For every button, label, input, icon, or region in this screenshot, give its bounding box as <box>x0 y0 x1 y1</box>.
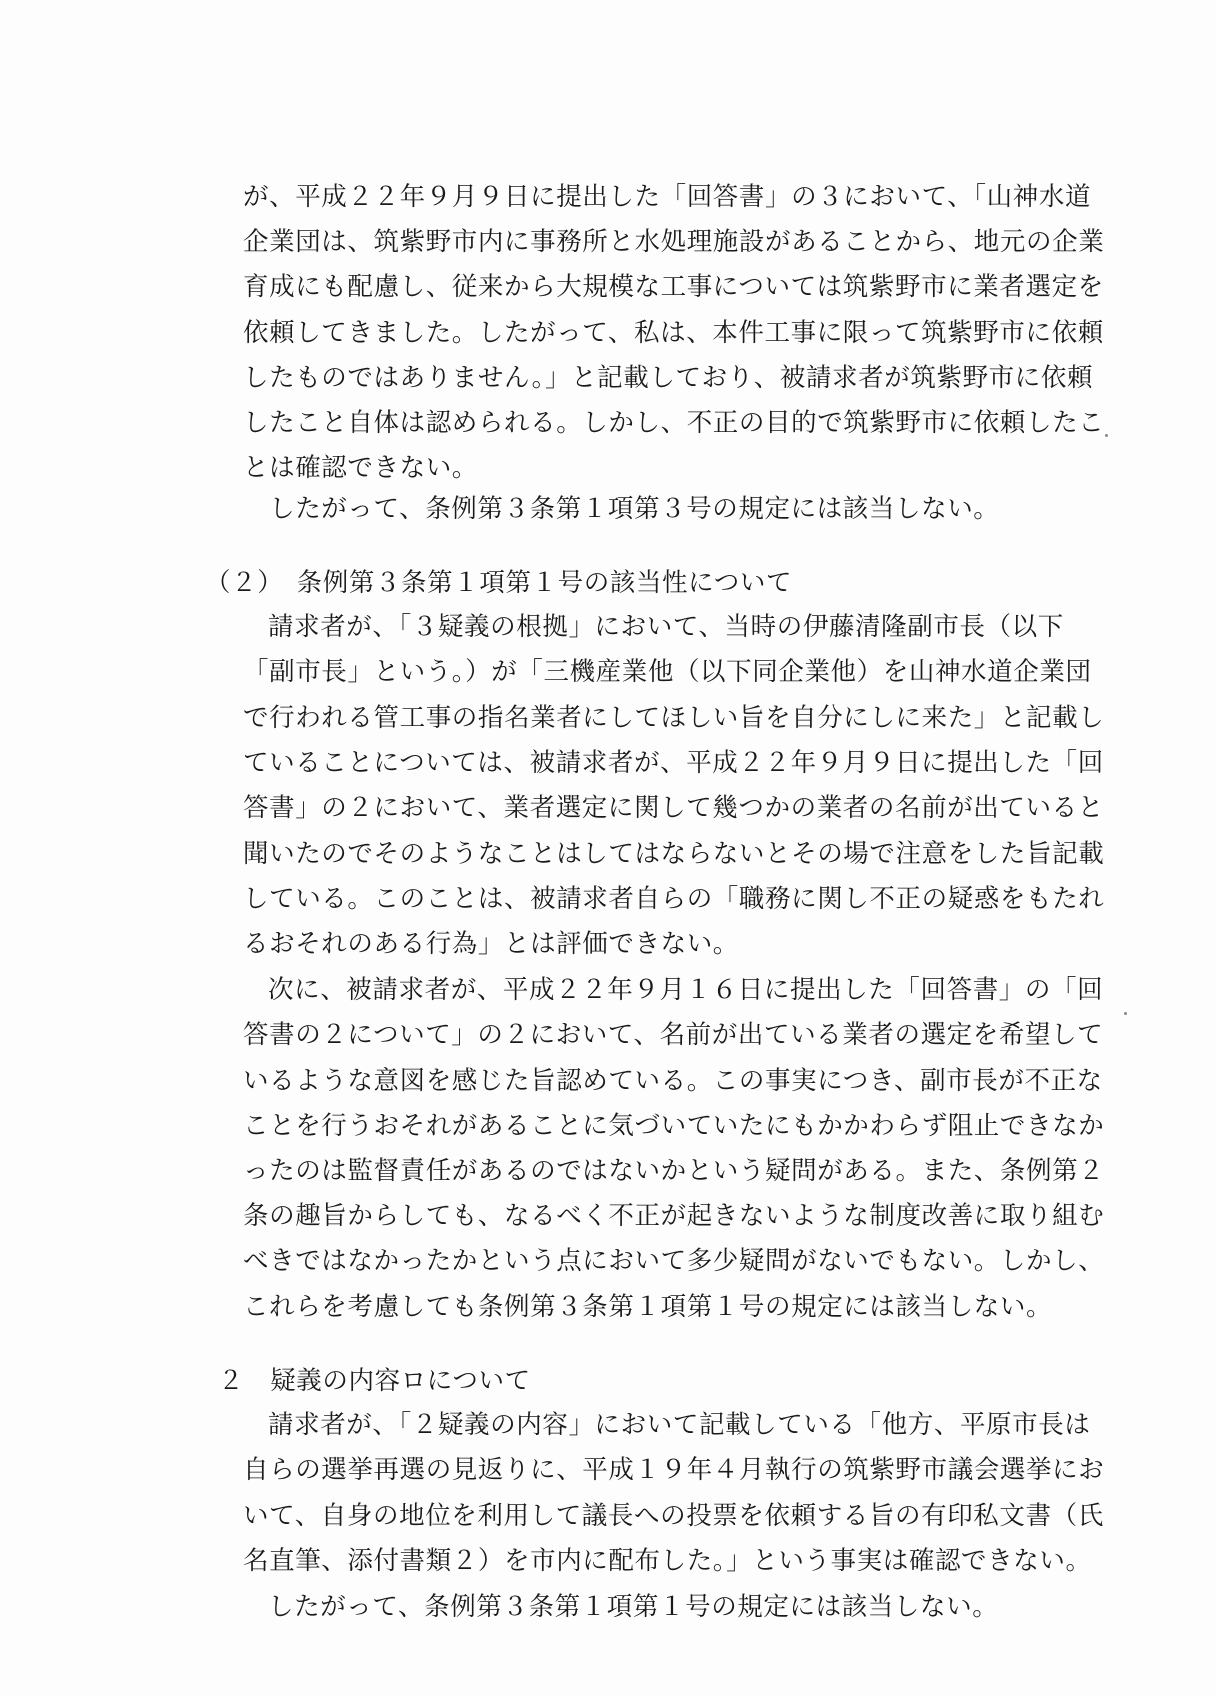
paragraph-line: したこと自体は認められる。しかし、不正の目的で筑紫野市に依頼したこ <box>243 408 1105 438</box>
paragraph-line: とは確認できない。 <box>243 453 478 483</box>
paragraph-line: したがって、条例第３条第１項第３号の規定には該当しない。 <box>243 494 1000 524</box>
paragraph-line: 条の趣旨からしても、なるべく不正が起きないような制度改善に取り組む <box>243 1201 1105 1231</box>
paragraph-line: 自らの選挙再選の見返りに、平成１９年４月執行の筑紫野市議会選挙にお <box>243 1455 1105 1485</box>
section-heading: （２） 条例第３条第１項第１号の該当性について <box>205 568 793 598</box>
paragraph-line: 次に、被請求者が、平成２２年９月１６日に提出した「回答書」の「回 <box>268 975 1104 1005</box>
paragraph-line: 「副市長」という。）が「三機産業他（以下同企業他）を山神水道企業団 <box>243 657 1092 687</box>
paragraph-line: 請求者が、「２疑義の内容」において記載している「他方、平原市長は <box>268 1410 1091 1440</box>
paragraph-line: 聞いたのでそのようなことはしてはならないとその場で注意をした旨記載 <box>243 839 1105 869</box>
paragraph-line: で行われる管工事の指名業者にしてほしい旨を自分にしに来た」と記載し <box>243 703 1105 733</box>
paragraph-line: 企業団は、筑紫野市内に事務所と水処理施設があることから、地元の企業 <box>243 227 1105 257</box>
paragraph-line: 答書」の２において、業者選定に関して幾つかの業者の名前が出ていると <box>243 793 1104 823</box>
scan-speck <box>1124 1012 1127 1015</box>
paragraph-line: 答書の２について」の２において、名前が出ている業者の選定を希望して <box>243 1020 1104 1050</box>
paragraph-line: 育成にも配慮し、従来から大規模な工事については筑紫野市に業者選定を <box>243 272 1104 302</box>
paragraph-line: ていることについては、被請求者が、平成２２年９月９日に提出した「回 <box>243 748 1104 778</box>
paragraph-line: いて、自身の地位を利用して議長への投票を依頼する旨の有印私文書（氏 <box>243 1501 1104 1531</box>
paragraph-line: ことを行うおそれがあることに気づいていたにもかかわらず阻止できなか <box>243 1111 1105 1141</box>
paragraph-line: 名直筆、添付書類２）を市内に配布した。」という事実は確認できない。 <box>243 1546 1092 1576</box>
scan-speck <box>1105 434 1108 437</box>
paragraph-line: るおそれのある行為」とは評価できない。 <box>243 929 739 959</box>
paragraph-line: べきではなかったかという点において多少疑問がないでもない。しかし、 <box>243 1246 1105 1276</box>
paragraph-line: が、平成２２年９月９日に提出した「回答書」の３において、「山神水道 <box>243 182 1092 212</box>
paragraph-line: ったのは監督責任があるのではないかという疑問がある。また、条例第２ <box>243 1156 1105 1186</box>
section-heading: ２ 疑義の内容ロについて <box>218 1366 531 1396</box>
paragraph-line: いるような意図を感じた旨認めている。この事実につき、副市長が不正な <box>243 1066 1103 1096</box>
paragraph-line: している。このことは、被請求者自らの「職務に関し不正の疑惑をもたれ <box>243 884 1105 914</box>
paragraph-line: したがって、条例第３条第１項第１号の規定には該当しない。 <box>268 1592 999 1622</box>
paragraph-line: 依頼してきました。したがって、私は、本件工事に限って筑紫野市に依頼 <box>243 318 1104 348</box>
paragraph-line: したものではありません。」と記載しており、被請求者が筑紫野市に依頼 <box>243 363 1094 393</box>
paragraph-line: 請求者が、「３疑義の根拠」において、当時の伊藤清隆副市長（以下 <box>268 612 1064 642</box>
paragraph-line: これらを考慮しても条例第３条第１項第１号の規定には該当しない。 <box>243 1292 1053 1322</box>
